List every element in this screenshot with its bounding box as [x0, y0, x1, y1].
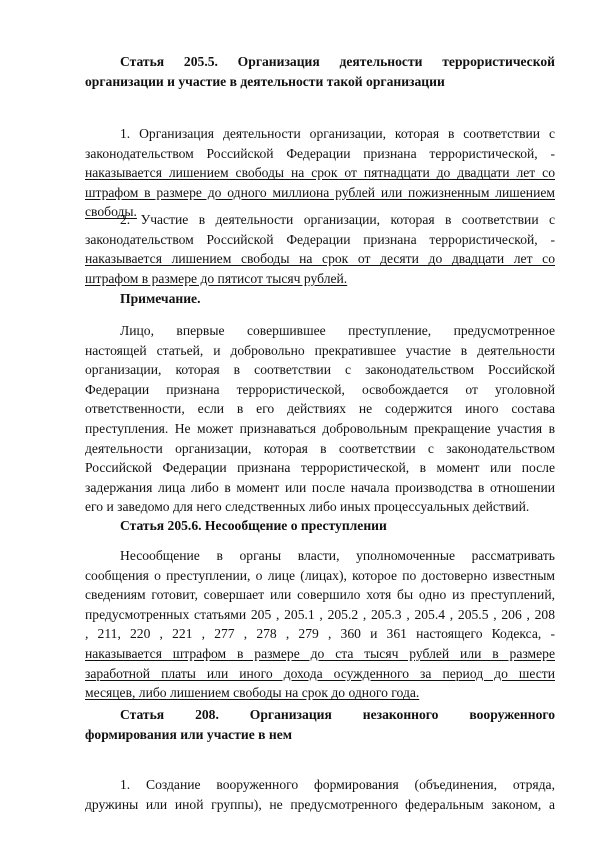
- note-body: [85, 321, 555, 517]
- article-205-6-penalty-line: заработной платы или иного дохода осужденного за период до шести: [85, 665, 555, 681]
- note-line: Федерации признана террористической, освобождается от уголовной: [85, 381, 555, 397]
- part-2-penalty-line1: наказывается лишением свободы на срок от десяти до двадцати лет со: [85, 251, 555, 267]
- article-205-6-line: предусмотренных статьями 205 , 205.1 , 205.2 , 205.3 , 205.4 , 205.5 , 206 , 208: [85, 606, 555, 622]
- article-208-line: дружины или иной группы), не предусмотренного федеральным законом, а: [85, 796, 555, 812]
- article-208-heading: [85, 705, 555, 744]
- part-2-intro-line1: 2. Участие в деятельности организации, которая в соответствии с: [120, 212, 555, 227]
- article-208-heading-line1: Статья 208. Организация незаконного вооруженного: [120, 707, 555, 722]
- article-205-6-penalty-line: наказывается штрафом в размере до ста тысяч рублей или в размере: [85, 645, 555, 661]
- article-205-5-part-1: [85, 124, 555, 222]
- part-1-intro-line1: 1. Организация деятельности организации, которая в соответствии с: [120, 126, 555, 141]
- article-208-body: [85, 775, 555, 814]
- note-line: преступления. Не может признаваться добровольным прекращение участия в: [85, 420, 555, 436]
- note-heading: Примечание.: [120, 291, 201, 306]
- article-205-6-line: сведениям готовит, совершает или совершило хотя бы одно из преступлений,: [85, 587, 555, 603]
- note-line: задержания лица либо в момент или после начала производства в отношении: [85, 479, 555, 495]
- article-205-6-heading: Статья 205.6. Несообщение о преступлении: [120, 518, 387, 533]
- article-205-5-part-2: [85, 210, 555, 288]
- note-line: Лицо, впервые совершившее преступление, предусмотренное: [120, 323, 555, 338]
- article-205-5-heading-line1: Статья 205.5. Организация деятельности террористической: [120, 54, 555, 69]
- note-line: Российской Федерации признана террористической, в момент или после: [85, 460, 555, 476]
- article-205-6-body: [85, 546, 555, 703]
- article-208-heading-line2: формирования или участие в нем: [85, 726, 293, 742]
- note-line: настоящей статьей, и добровольно прекратившее участие в деятельности: [85, 342, 555, 358]
- part-1-penalty-line2: штрафом в размере до одного миллиона рублей или пожизненным лишением: [85, 184, 555, 200]
- part-2-intro-line2: законодательством Российской Федерации признана террористической, -: [85, 231, 555, 247]
- part-1-intro-line2: законодательством Российской Федерации признана террористической, -: [85, 145, 555, 161]
- part-2-penalty-line2: штрафом в размере до пятисот тысяч рублей.: [85, 270, 348, 286]
- part-1-penalty-line3: свободы.: [85, 204, 137, 220]
- note-line: ответственности, если в его действиях не содержится иного состава: [85, 401, 555, 417]
- part-1-penalty-line1: наказывается лишением свободы на срок от пятнадцати до двадцати лет со: [85, 165, 555, 181]
- article-205-5-heading-line2: организации и участие в деятельности такой организации: [85, 73, 445, 89]
- note-line: организации, которая в соответствии с законодательством Российской: [85, 362, 555, 378]
- note-line: деятельности организации, которая в соответствии с законодательством: [85, 440, 555, 456]
- article-205-5-heading: [85, 52, 555, 91]
- article-205-6-line: , 211, 220 , 221 , 277 , 278 , 279 , 360 и 361 настоящего Кодекса, -: [85, 626, 555, 642]
- article-205-6-line: Несообщение в органы власти, уполномоченные рассматривать: [120, 548, 555, 563]
- article-205-6-line: сообщения о преступлении, о лице (лицах), которое по достоверно известным: [85, 567, 555, 583]
- article-205-6-penalty-line: месяцев, либо лишением свободы на срок до одного года.: [85, 685, 420, 701]
- note-line: его и заведомо для него следственных либо иных процессуальных действий.: [85, 499, 530, 515]
- article-208-line: 1. Создание вооруженного формирования (объединения, отряда,: [120, 777, 555, 792]
